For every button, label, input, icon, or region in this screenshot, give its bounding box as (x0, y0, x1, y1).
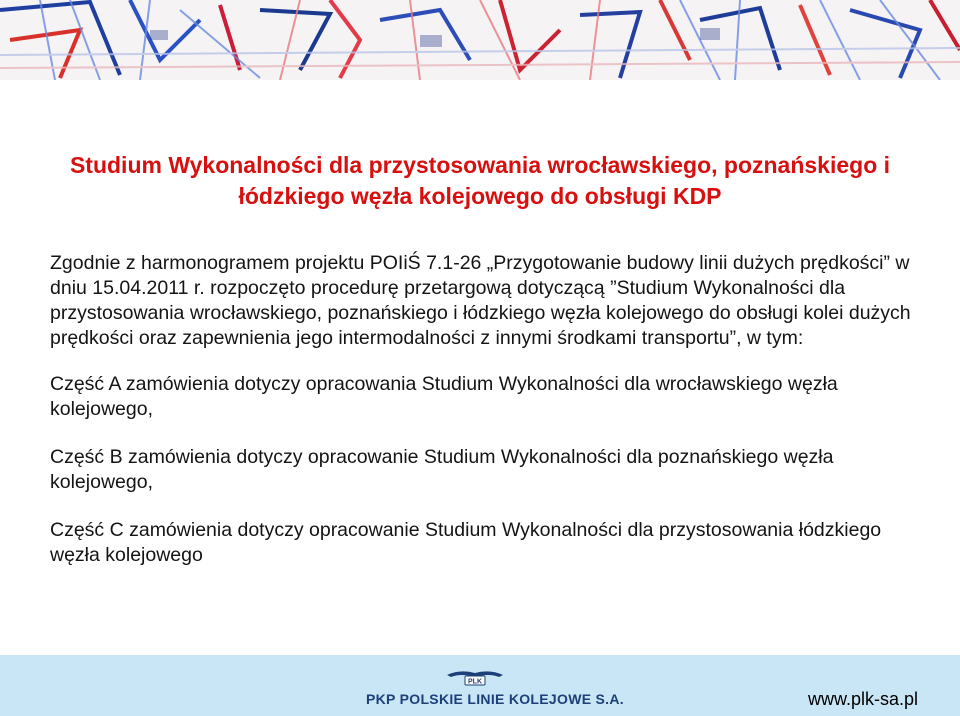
logo-text: PLK (468, 678, 482, 686)
header-banner-illustration (0, 0, 960, 80)
slide-body (50, 251, 920, 591)
website-link[interactable]: www.plk-sa.pl (807, 689, 918, 709)
part-c-paragraph: Część C zamówienia dotyczy opracowanie Studium Wykonalności dla przystosowania łódzkiego węzła kolejowego (50, 519, 882, 566)
slide-title: Studium Wykonalności dla przystosowania wrocławskiego, poznańskiego i łódzkiego węzła kolejowego do obsługi KDP (69, 152, 891, 209)
railway-sketch-image (0, 0, 960, 80)
intro-paragraph: Zgodnie z harmonogramem projektu POIiŚ 7.1-26 „Przygotowanie budowy linii dużych prędkości” w dniu 15.04.2011 r. rozpoczęto procedurę przetargową dotyczącą ”Studium Wykonalności dla przystosowania wrocławskiego, poznańskiego i łódzkiego węzła kolejowego do obsługi kolei dużych prędkości oraz zapewnienia jego intermodalności z innymi środkami transportu”, w tym: (50, 252, 911, 349)
plk-logo-icon (445, 667, 505, 687)
footer-bar (0, 655, 960, 716)
part-a-paragraph: Część A zamówienia dotyczy opracowania Studium Wykonalności dla wrocławskiego węzła kolejowego, (50, 373, 838, 420)
part-b-paragraph: Część B zamówienia dotyczy opracowanie Studium Wykonalności dla poznańskiego węzła kolejowego, (50, 446, 834, 493)
company-name: PKP POLSKIE LINIE KOLEJOWE S.A. (366, 691, 624, 707)
